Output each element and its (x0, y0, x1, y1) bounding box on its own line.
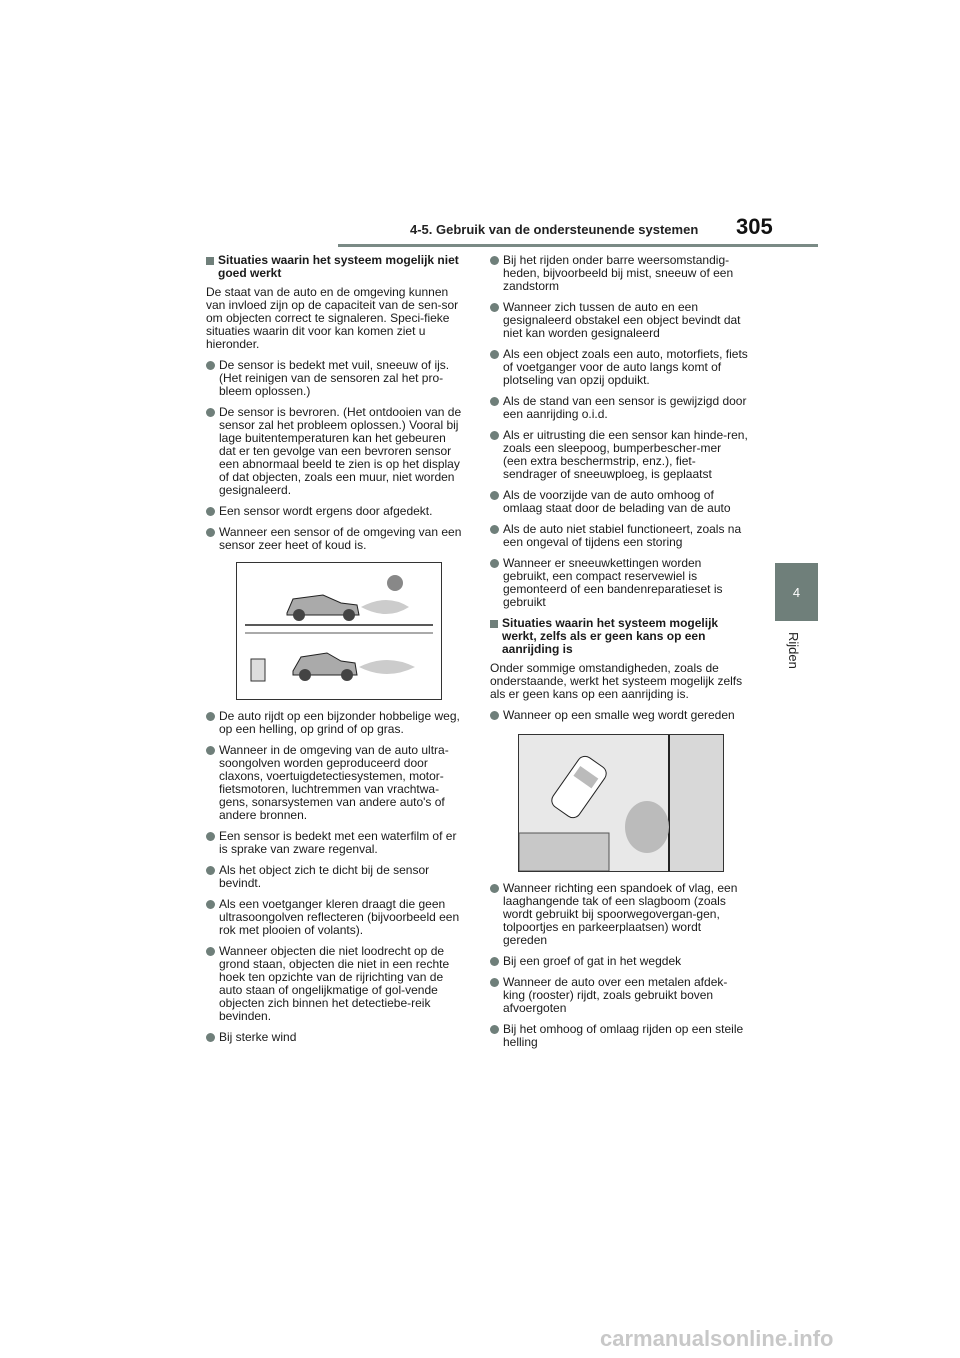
list-item (206, 505, 464, 518)
chapter-number: 4 (792, 585, 801, 600)
list-item (206, 945, 464, 1023)
list-item-text: Wanneer een sensor of de omgeving van een sensor zeer heet of koud is. (219, 525, 462, 552)
list-item-text: Een sensor is bedekt met een waterfilm of er is sprake van zware regenval. (219, 829, 457, 856)
circle-bullet-icon (490, 256, 499, 265)
header-rule (338, 244, 818, 247)
circle-bullet-icon (206, 408, 215, 417)
list-item-text: Wanneer er sneeuwkettingen worden gebruikt, een compact reservewiel is gemonteerd of een bandenreparatieset is gebruikt (503, 556, 723, 609)
circle-bullet-icon (206, 1033, 215, 1042)
circle-bullet-icon (206, 900, 215, 909)
list-item (206, 864, 464, 890)
list-item-text: Wanneer op een smalle weg wordt gereden (503, 708, 735, 722)
list-item (490, 523, 748, 549)
circle-bullet-icon (490, 957, 499, 966)
narrow-road-svg (519, 735, 723, 871)
list-item (206, 744, 464, 822)
circle-bullet-icon (490, 711, 499, 720)
list-item-text: Bij het rijden onder barre weersomstandig-heden, bijvoorbeeld bij mist, sneeuw of een zandstorm (503, 253, 734, 293)
circle-bullet-icon (490, 431, 499, 440)
list-item-text: De auto rijdt op een bijzonder hobbelige weg, op een helling, op grind of op gras. (219, 709, 460, 736)
circle-bullet-icon (206, 507, 215, 516)
narrow-road-illustration (518, 734, 724, 872)
list-item (206, 898, 464, 937)
list-item (206, 406, 464, 497)
bullet-list (206, 710, 464, 1044)
list-item (490, 1023, 748, 1049)
list-item-text: Bij een groef of gat in het wegdek (503, 954, 682, 968)
list-item-text: Als een object zoals een auto, motorfiets, fiets of voetganger voor de auto langs komt of plotseling van opzij opduikt. (503, 347, 748, 387)
list-item (206, 359, 464, 398)
circle-bullet-icon (490, 303, 499, 312)
list-item (490, 301, 748, 340)
circle-bullet-icon (206, 361, 215, 370)
list-item-text: Als de stand van een sensor is gewijzigd door een aanrijding o.i.d. (503, 394, 747, 421)
chapter-label: Rijden (786, 632, 801, 669)
list-item-text: Bij sterke wind (219, 1030, 297, 1044)
circle-bullet-icon (206, 947, 215, 956)
square-bullet-icon (206, 257, 214, 265)
list-item-text: Als de voorzijde van de auto omhoog of omlaag staat door de belading van de auto (503, 488, 731, 515)
right-column (490, 254, 748, 1057)
square-bullet-icon (490, 620, 498, 628)
circle-bullet-icon (490, 1025, 499, 1034)
list-item (490, 976, 748, 1015)
list-item (490, 395, 748, 421)
list-item (206, 830, 464, 856)
list-item (206, 1031, 464, 1044)
bullet-list (490, 882, 748, 1049)
car-illustration-svg (237, 563, 441, 699)
page-number: 305 (736, 214, 773, 239)
circle-bullet-icon (490, 491, 499, 500)
circle-bullet-icon (490, 397, 499, 406)
list-item-text: Wanneer zich tussen de auto en een gesignaleerd obstakel een object bevindt dat niet kan worden gesignaleerd (503, 300, 741, 340)
circle-bullet-icon (206, 832, 215, 841)
circle-bullet-icon (206, 712, 215, 721)
left-column (206, 254, 464, 1052)
circle-bullet-icon (490, 350, 499, 359)
circle-bullet-icon (490, 884, 499, 893)
chapter-tab (775, 563, 818, 621)
list-item-text: Als er uitrusting die een sensor kan hinde-ren, zoals een sleepoog, bumperbescher-mer (een extra beschermstrip, enz.), fiet-sendrager of sneeuwploeg, is geplaatst (503, 428, 748, 481)
section-heading: Situaties waarin het systeem mogelijk werkt, zelfs als er geen kans op een aanrijding is (490, 617, 748, 656)
list-item-text: Als een voetganger kleren draagt die geen ultrasoongolven reflecteren (bijvoorbeeld een rok met plooien of volants). (219, 897, 460, 937)
list-item-text: De sensor is bedekt met vuil, sneeuw of ijs. (Het reinigen van de sensoren zal het pro-bleem oplossen.) (219, 358, 450, 398)
circle-bullet-icon (206, 746, 215, 755)
list-item-text: Een sensor wordt ergens door afgedekt. (219, 504, 433, 518)
list-item-text: De sensor is bevroren. (Het ontdooien van de sensor zal het probleem oplossen.) Vooral bij lage buitentemperaturen kan het gebeuren dat er ten gevolge van een bevroren sensor een abnormaal beeld te zien is op het display of dat objecten, zoals een muur, niet worden gesignaleerd. (219, 405, 462, 497)
circle-bullet-icon (206, 866, 215, 875)
list-item (490, 348, 748, 387)
circle-bullet-icon (490, 978, 499, 987)
circle-bullet-icon (206, 528, 215, 537)
list-item (206, 526, 464, 552)
list-item (490, 882, 748, 947)
sensor-weather-illustration (236, 562, 442, 700)
intro-paragraph: Onder sommige omstandigheden, zoals de onderstaande, werkt het systeem mogelijk zelfs als er geen kans op een aanrijding is. (490, 661, 743, 701)
bullet-list (206, 359, 464, 552)
list-item-text: Wanneer richting een spandoek of vlag, een laaghangende tak of een slagboom (zoals wordt gebruikt bij spoorwegovergan-gen, tolpoortjes en parkeerplaatsen) wordt gereden (503, 881, 738, 947)
circle-bullet-icon (490, 559, 499, 568)
list-item (490, 429, 748, 481)
bullet-list (490, 709, 748, 722)
list-item (490, 955, 748, 968)
bullet-list (490, 254, 748, 609)
list-item (490, 557, 748, 609)
watermark: carmanualsonline.info (600, 1326, 834, 1351)
list-item (490, 489, 748, 515)
list-item-text: Als het object zich te dicht bij de sensor bevindt. (219, 863, 430, 890)
list-item (490, 254, 748, 293)
section-title: 4-5. Gebruik van de ondersteunende systemen (410, 222, 699, 237)
list-item-text: Wanneer objecten die niet loodrecht op de grond staan, objecten die niet in een rechte hoek ten opzichte van de rijrichting van de auto staan of ongelijkmatige of gol-vende objecten zich binnen het detectiebe-reik bevinden. (219, 944, 450, 1023)
list-item-text: Wanneer de auto over een metalen afdek-king (rooster) rijdt, zoals gebruikt boven afvoergoten (503, 975, 728, 1015)
circle-bullet-icon (490, 525, 499, 534)
list-item-text: Als de auto niet stabiel functioneert, zoals na een ongeval of tijdens een storing (503, 522, 742, 549)
list-item (490, 709, 748, 722)
section-heading: Situaties waarin het systeem mogelijk niet goed werkt (206, 254, 464, 280)
intro-paragraph: De staat van de auto en de omgeving kunnen van invloed zijn op de capaciteit van de sen-sor om objecten correct te signaleren. Speci-fieke situaties waarin dit voor kan komen ziet u hieronder. (206, 285, 459, 351)
list-item (206, 710, 464, 736)
list-item-text: Wanneer in de omgeving van de auto ultra-soongolven worden geproduceerd door claxons, voertuigdetectiesystemen, motor-fietsmotoren, luchtremmen van vrachtwa-gens, sonarsystemen van andere auto's of andere bronnen. (219, 743, 449, 822)
list-item-text: Bij het omhoog of omlaag rijden op een steile helling (503, 1022, 744, 1049)
